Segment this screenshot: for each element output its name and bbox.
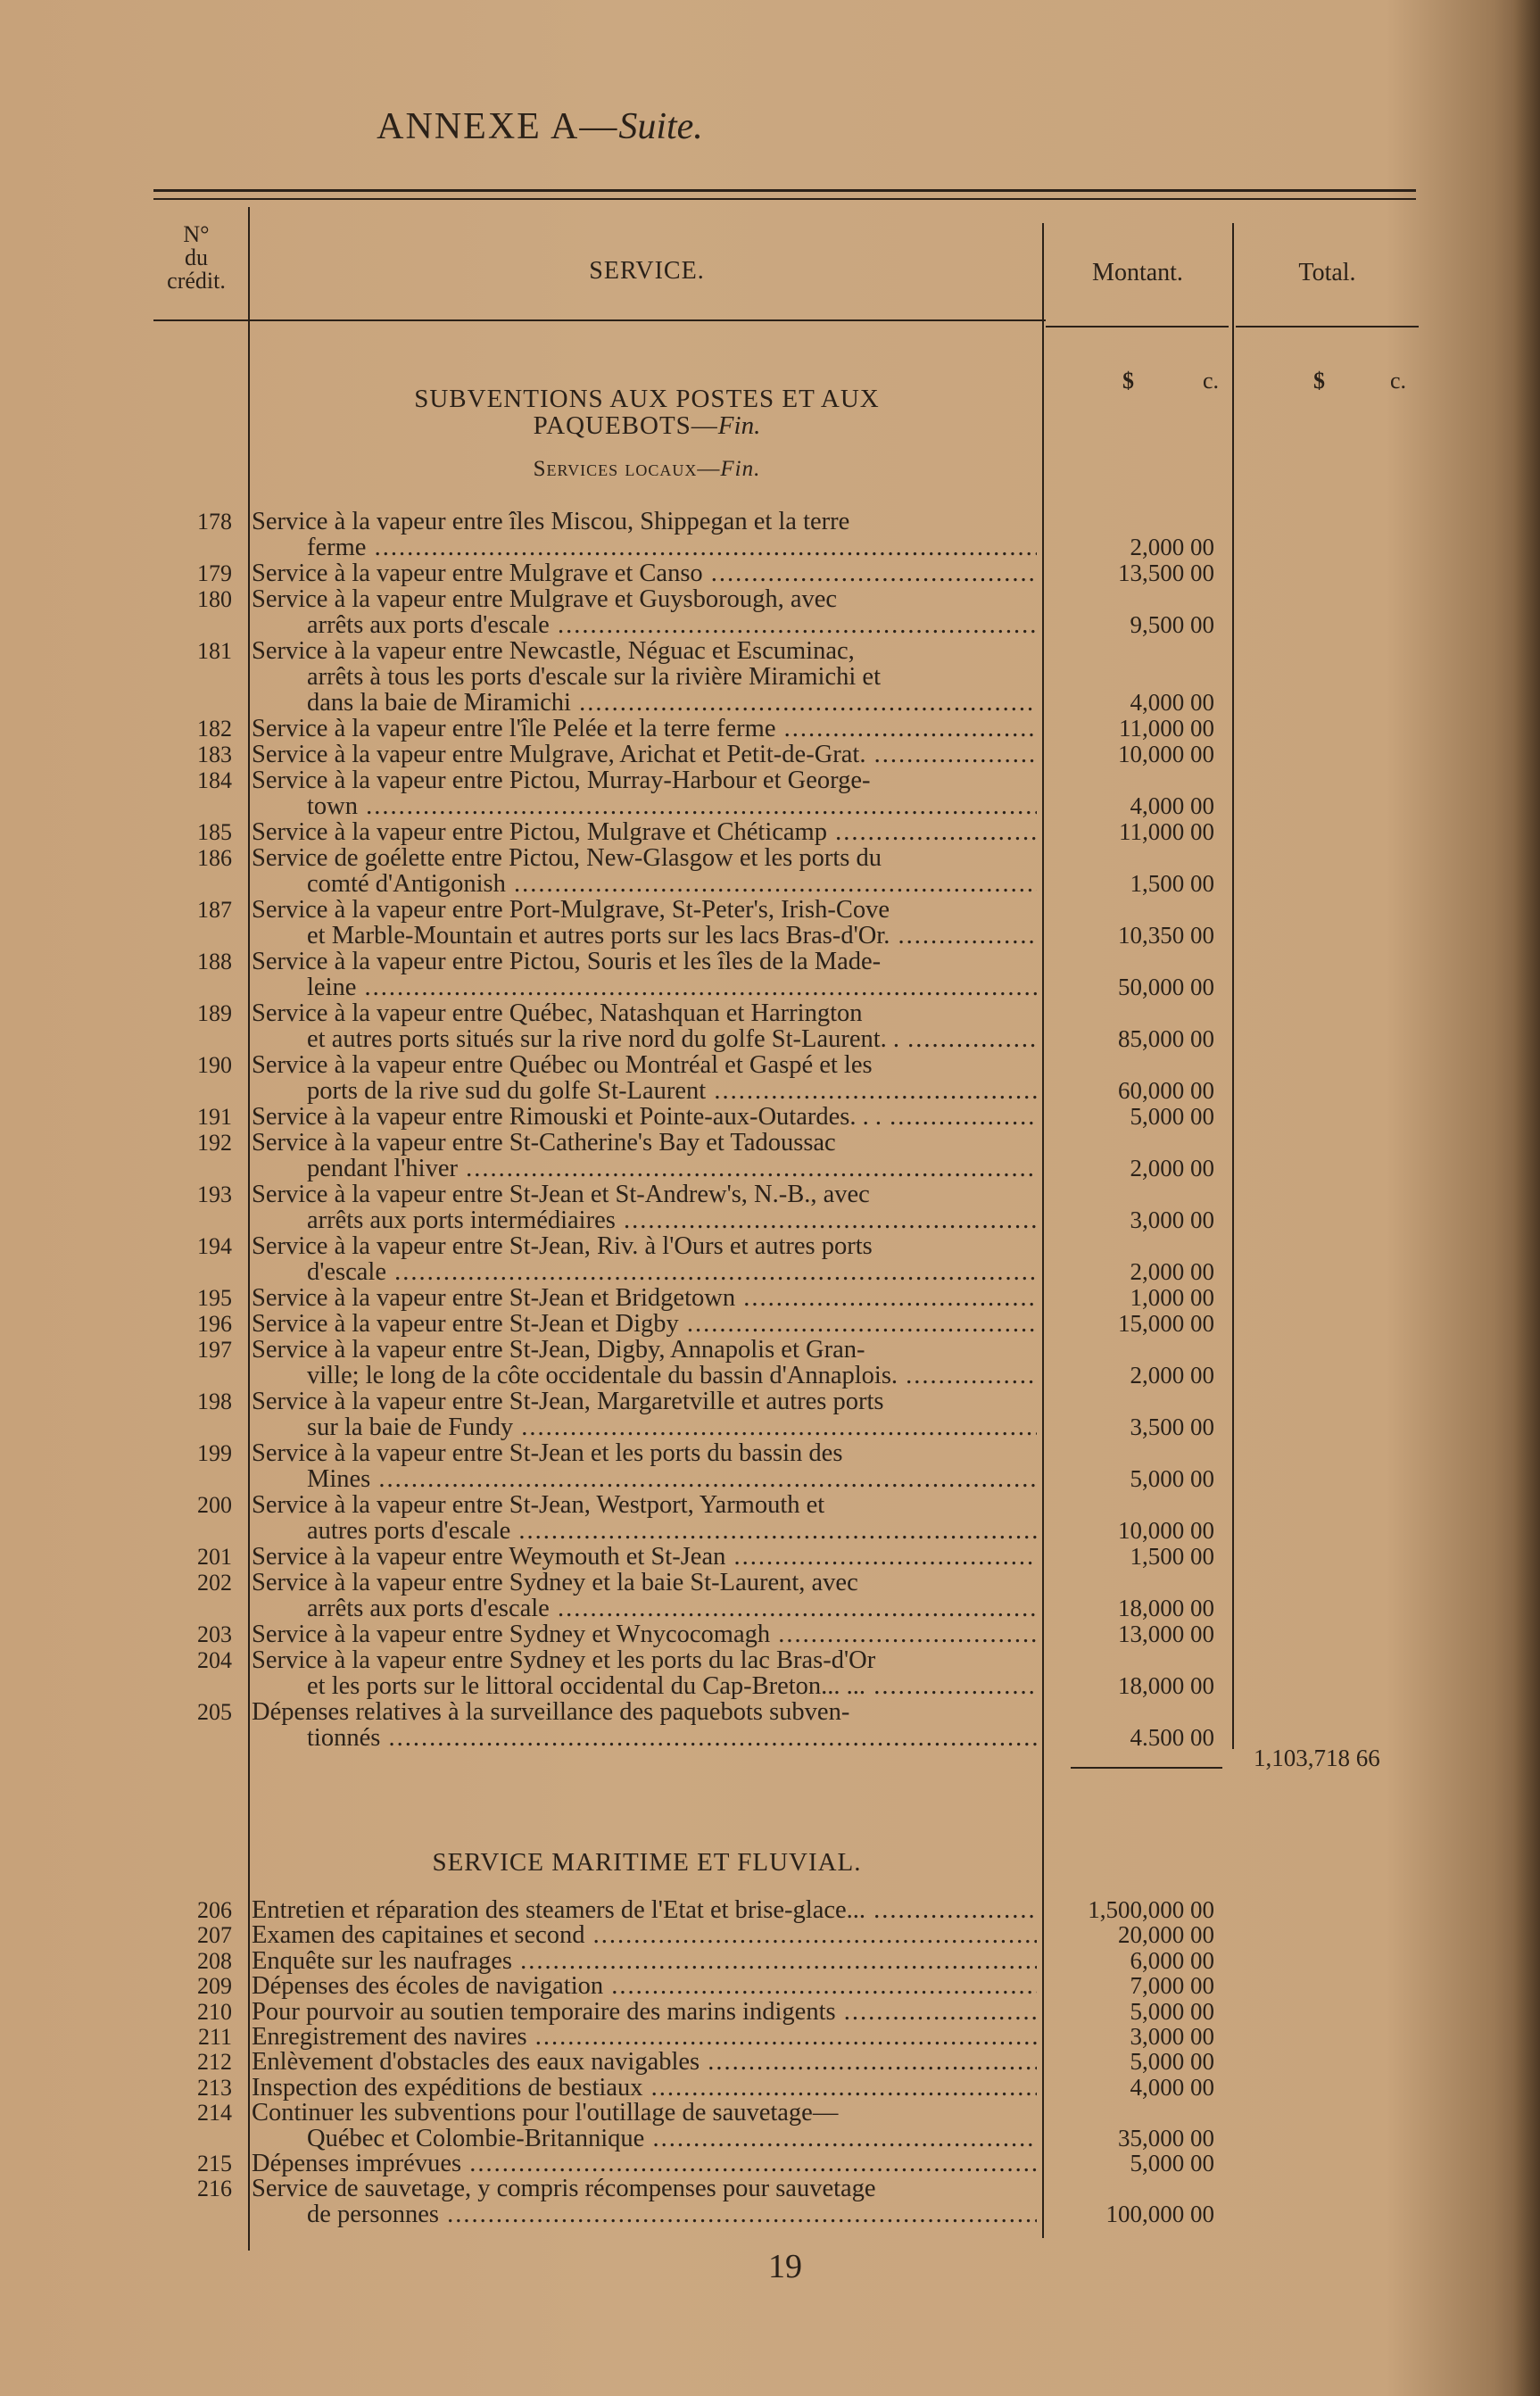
- heading-main: ANNEXE A—: [377, 106, 619, 147]
- description-line: Examen des capitaines et second .....: [252, 1922, 1037, 1948]
- description-line: arrêts aux ports d'escale .....: [252, 1596, 1037, 1621]
- description-line: Service à la vapeur entre Port-Mulgrave, St-Peter's, Irish-Cove: [252, 897, 890, 923]
- description-line: Service à la vapeur entre Mulgrave et Canso .....: [252, 560, 1037, 586]
- header-bottom-rule-montant: [1046, 326, 1229, 327]
- section1-title-line1: SUBVENTIONS AUX POSTES ET AUX: [414, 385, 880, 413]
- description-line: Enregistrement des navires .....: [252, 2024, 1037, 2050]
- amount-value: 4,000 00: [1130, 792, 1214, 819]
- page-heading: [0, 105, 1080, 148]
- description-line: Service à la vapeur entre St-Jean, Margaretville et autres ports: [252, 1389, 884, 1414]
- section1-title-italic: Fin.: [717, 411, 761, 440]
- amount-value: 5,000 00: [1130, 2048, 1214, 2076]
- amount-value: 100,000 00: [1105, 2200, 1214, 2227]
- credit-number: 188: [197, 949, 232, 974]
- description-line: Service à la vapeur entre Weymouth et St-Jean .....: [252, 1544, 1037, 1570]
- total-dollar-unit: $: [1313, 368, 1325, 394]
- column-header-montant: Montant.: [1092, 259, 1183, 286]
- description-line: Service à la vapeur entre Québec, Natashquan et Harrington: [252, 1000, 863, 1026]
- amount-value: 5,000 00: [1130, 1103, 1214, 1130]
- credit-number: 195: [197, 1285, 232, 1311]
- service-description: [252, 1000, 1037, 1052]
- description-line: Dépenses imprévues .....: [252, 2151, 1037, 2176]
- service-description: [252, 897, 1037, 949]
- column-divider-montant: [1232, 223, 1234, 1749]
- credit-number: 200: [197, 1492, 232, 1518]
- service-description: [252, 819, 1037, 845]
- amount-value: 2,000 00: [1130, 1362, 1214, 1389]
- service-description: [252, 1973, 1037, 1999]
- section-title-maritime: SERVICE MARITIME ET FLUVIAL.: [432, 1848, 862, 1877]
- service-description: [252, 1544, 1037, 1570]
- service-description: [252, 1922, 1037, 1948]
- section1-title-line2: PAQUEBOTS—: [533, 411, 718, 440]
- credit-number: 207: [197, 1922, 232, 1949]
- credit-number: 180: [197, 586, 232, 612]
- section-title-subventions: [250, 386, 1044, 439]
- description-line: leine .....: [252, 974, 1037, 1000]
- description-line: Québec et Colombie-Britannique .....: [252, 2126, 1037, 2151]
- description-line: Mines .....: [252, 1466, 1037, 1492]
- credit-number: 199: [197, 1440, 232, 1466]
- description-line: ports de la rive sud du golfe St-Laurent .....: [252, 1078, 1037, 1104]
- description-line: town .....: [252, 793, 1037, 819]
- page-number: 19: [768, 2248, 802, 2285]
- description-line: tionnés .....: [252, 1725, 1037, 1751]
- credit-number: 181: [197, 638, 232, 664]
- description-line: Enlèvement d'obstacles des eaux navigables .....: [252, 2049, 1037, 2075]
- credit-number: 201: [197, 1544, 232, 1570]
- credit-number: 212: [197, 2049, 232, 2076]
- header-bottom-rule: [153, 319, 1046, 321]
- description-line: Service à la vapeur entre Sydney et Wnycocomagh .....: [252, 1621, 1037, 1647]
- credit-number: 216: [197, 2176, 232, 2202]
- service-description: [252, 716, 1037, 742]
- amount-value: 4,000 00: [1130, 689, 1214, 716]
- credit-number: 209: [197, 1973, 232, 2000]
- montant-dollar-unit: $: [1122, 368, 1134, 394]
- credit-number: 187: [197, 897, 232, 923]
- description-line: Service à la vapeur entre îles Miscou, Shippegan et la terre: [252, 509, 850, 535]
- description-line: Service de sauvetage, y compris récompenses pour sauvetage: [252, 2176, 876, 2202]
- service-description: [252, 1647, 1037, 1699]
- credit-number: 182: [197, 716, 232, 742]
- credit-number: 208: [197, 1947, 232, 1974]
- amount-value: 18,000 00: [1118, 1672, 1214, 1699]
- credit-number: 190: [197, 1052, 232, 1078]
- service-description: [252, 560, 1037, 586]
- amount-value: 2,000 00: [1130, 1258, 1214, 1285]
- description-line: Service à la vapeur entre St-Jean et les ports du bassin des: [252, 1440, 843, 1466]
- credit-number: 192: [197, 1130, 232, 1156]
- credit-number: 215: [197, 2151, 232, 2176]
- description-line: comté d'Antigonish .....: [252, 871, 1037, 897]
- service-description: [252, 1621, 1037, 1647]
- credit-number: 214: [197, 2100, 232, 2127]
- montant-cents-unit: c.: [1203, 368, 1220, 394]
- amount-value: 9,500 00: [1130, 611, 1214, 638]
- column-header-credit: [143, 223, 250, 293]
- description-line: et Marble-Mountain et autres ports sur les lacs Bras-d'Or. .....: [252, 923, 1037, 949]
- service-description: [252, 1130, 1037, 1181]
- credit-head-line3: crédit.: [167, 268, 226, 294]
- description-line: d'escale .....: [252, 1259, 1037, 1285]
- description-line: Service à la vapeur entre St-Jean, Westport, Yarmouth et: [252, 1492, 825, 1518]
- column-header-service: SERVICE.: [589, 257, 705, 285]
- description-line: arrêts aux ports intermédiaires .....: [252, 1207, 1037, 1233]
- amount-value: 4.500 00: [1130, 1724, 1214, 1751]
- description-line: et autres ports situés sur la rive nord du golfe St-Laurent. . .....: [252, 1026, 1037, 1052]
- service-description: [252, 767, 1037, 819]
- credit-head-line2: du: [185, 245, 208, 270]
- description-line: Service à la vapeur entre Newcastle, Néguac et Escuminac,: [252, 638, 855, 664]
- top-double-rule-1: [153, 189, 1416, 192]
- credit-number: 185: [197, 819, 232, 845]
- service-description: [252, 949, 1037, 1000]
- credit-number: 179: [197, 560, 232, 586]
- service-description: [252, 638, 1037, 716]
- description-line: Service à la vapeur entre Sydney et la baie St-Laurent, avec: [252, 1570, 858, 1596]
- amount-value: 4,000 00: [1130, 2073, 1214, 2101]
- amount-value: 11,000 00: [1119, 715, 1214, 742]
- credit-number: 191: [197, 1104, 232, 1130]
- amount-value: 3,500 00: [1130, 1414, 1214, 1440]
- amount-value: 20,000 00: [1118, 1921, 1214, 1949]
- description-line: ville; le long de la côte occidentale du bassin d'Annaplois. .....: [252, 1363, 1037, 1389]
- description-line: arrêts à tous les ports d'escale sur la rivière Miramichi et: [307, 664, 881, 690]
- credit-number: 204: [197, 1647, 232, 1673]
- amount-value: 3,000 00: [1130, 2023, 1214, 2050]
- description-line: autres ports d'escale .....: [252, 1518, 1037, 1544]
- subsection-text: Services locaux—: [533, 457, 721, 481]
- service-description: [252, 2049, 1037, 2075]
- amount-value: 1,000 00: [1130, 1284, 1214, 1311]
- service-description: [252, 509, 1037, 560]
- description-line: Service à la vapeur entre St-Jean, Riv. à l'Ours et autres ports: [252, 1233, 873, 1259]
- subsection-services-locaux: [250, 457, 1044, 482]
- description-line: Service à la vapeur entre St-Catherine's Bay et Tadoussac: [252, 1130, 836, 1156]
- description-line: dans la baie de Miramichi .....: [252, 690, 1037, 716]
- amount-value: 5,000 00: [1130, 1465, 1214, 1492]
- credit-number: 202: [197, 1570, 232, 1596]
- column-divider-credit: [248, 207, 250, 2251]
- description-line: sur la baie de Fundy .....: [252, 1414, 1037, 1440]
- heading-italic: Suite.: [618, 106, 703, 147]
- description-line: Service à la vapeur entre St-Jean, Digby, Annapolis et Gran-: [252, 1337, 865, 1363]
- credit-number: 189: [197, 1000, 232, 1026]
- service-description: [252, 1897, 1037, 1923]
- credit-number: 193: [197, 1181, 232, 1207]
- description-line: Service à la vapeur entre Pictou, Mulgrave et Chéticamp .....: [252, 819, 1037, 845]
- description-line: pendant l'hiver .....: [252, 1156, 1037, 1181]
- service-description: [252, 1440, 1037, 1492]
- description-line: Service à la vapeur entre St-Jean et Bridgetown .....: [252, 1285, 1037, 1311]
- top-double-rule-2: [153, 198, 1416, 200]
- credit-head-line1: N°: [183, 221, 210, 247]
- description-line: Pour pourvoir au soutien temporaire des marins indigents .....: [252, 1999, 1037, 2025]
- service-description: [252, 1948, 1037, 1974]
- amount-value: 35,000 00: [1118, 2124, 1214, 2151]
- service-description: [252, 1570, 1037, 1621]
- description-line: arrêts aux ports d'escale .....: [252, 612, 1037, 638]
- service-description: [252, 2024, 1037, 2050]
- service-description: [252, 1337, 1037, 1389]
- description-line: Enquête sur les naufrages .....: [252, 1948, 1037, 1974]
- description-line: et les ports sur le littoral occidental du Cap-Breton... ... .....: [252, 1673, 1037, 1699]
- description-line: Dépenses des écoles de navigation .....: [252, 1973, 1037, 1999]
- section1-total: 1,103,718 66: [1254, 1745, 1380, 1771]
- service-description: [252, 1389, 1037, 1440]
- description-line: Service à la vapeur entre l'île Pelée et la terre ferme .....: [252, 716, 1037, 742]
- amount-value: 3,000 00: [1130, 1206, 1214, 1233]
- amount-value: 15,000 00: [1118, 1310, 1214, 1337]
- description-line: Entretien et réparation des steamers de l'Etat et brise-glace... .....: [252, 1897, 1037, 1923]
- service-description: [252, 742, 1037, 767]
- description-line: Service à la vapeur entre St-Jean et Digby .....: [252, 1311, 1037, 1337]
- credit-number: 213: [197, 2074, 232, 2101]
- description-line: Service à la vapeur entre Mulgrave et Guysborough, avec: [252, 586, 838, 612]
- description-line: Service à la vapeur entre Québec ou Montréal et Gaspé et les: [252, 1052, 873, 1078]
- amount-value: 60,000 00: [1118, 1077, 1214, 1104]
- total-cents-unit: c.: [1390, 368, 1407, 394]
- description-line: Service de goélette entre Pictou, New-Glasgow et les ports du: [252, 845, 882, 871]
- amount-value: 5,000 00: [1130, 2150, 1214, 2176]
- amount-value: 11,000 00: [1119, 818, 1214, 845]
- amount-value: 13,000 00: [1118, 1621, 1214, 1647]
- service-description: [252, 1311, 1037, 1337]
- header-bottom-rule-total: [1236, 326, 1419, 327]
- credit-number: 198: [197, 1389, 232, 1414]
- description-line: Inspection des expéditions de bestiaux .....: [252, 2075, 1037, 2101]
- amount-value: 18,000 00: [1118, 1595, 1214, 1621]
- description-line: de personnes .....: [252, 2201, 1037, 2227]
- subtotal-rule: [1071, 1767, 1222, 1769]
- service-description: [252, 1233, 1037, 1285]
- service-description: [252, 1999, 1037, 2025]
- description-line: Service à la vapeur entre St-Jean et St-Andrew's, N.-B., avec: [252, 1181, 870, 1207]
- column-header-total: Total.: [1298, 259, 1356, 286]
- service-description: [252, 2075, 1037, 2101]
- book-spine-edge: [1513, 0, 1540, 2396]
- description-line: ferme .....: [252, 535, 1037, 560]
- amount-value: 10,000 00: [1118, 741, 1214, 767]
- amount-value: 50,000 00: [1118, 974, 1214, 1000]
- credit-number: 203: [197, 1621, 232, 1647]
- amount-value: 6,000 00: [1130, 1946, 1214, 1974]
- amount-value: 85,000 00: [1118, 1025, 1214, 1052]
- amount-value: 5,000 00: [1130, 1997, 1214, 2025]
- service-description: [252, 1181, 1037, 1233]
- service-description: [252, 1699, 1037, 1751]
- credit-number: 197: [197, 1337, 232, 1363]
- description-line: Service à la vapeur entre Mulgrave, Arichat et Petit-de-Grat. .....: [252, 742, 1037, 767]
- service-description: [252, 845, 1037, 897]
- description-line: Service à la vapeur entre Pictou, Murray-Harbour et George-: [252, 767, 871, 793]
- description-line: Service à la vapeur entre Pictou, Souris et les îles de la Made-: [252, 949, 882, 974]
- credit-number: 186: [197, 845, 232, 871]
- service-description: [252, 1492, 1037, 1544]
- description-line: Service à la vapeur entre Rimouski et Pointe-aux-Outardes. . . .....: [252, 1104, 1037, 1130]
- amount-value: 2,000 00: [1130, 1155, 1214, 1181]
- service-description: [252, 2176, 1037, 2227]
- service-description: [252, 1285, 1037, 1311]
- amount-value: 2,000 00: [1130, 534, 1214, 560]
- description-line: Continuer les subventions pour l'outillage de sauvetage—: [252, 2100, 839, 2127]
- credit-number: 205: [197, 1699, 232, 1725]
- credit-number: 196: [197, 1311, 232, 1337]
- amount-value: 10,350 00: [1118, 922, 1214, 949]
- amount-value: 10,000 00: [1118, 1517, 1214, 1544]
- credit-number: 206: [197, 1897, 232, 1923]
- subsection-italic: Fin.: [720, 457, 761, 481]
- service-description: [252, 2100, 1037, 2151]
- service-description: [252, 2151, 1037, 2176]
- credit-number: 183: [197, 742, 232, 767]
- description-line: Dépenses relatives à la surveillance des paquebots subven-: [252, 1699, 850, 1725]
- amount-value: 7,000 00: [1130, 1972, 1214, 2000]
- column-divider-service: [1042, 223, 1044, 2238]
- credit-number: 194: [197, 1233, 232, 1259]
- amount-value: 1,500 00: [1130, 1543, 1214, 1570]
- amount-value: 13,500 00: [1118, 560, 1214, 586]
- credit-number: 210: [197, 1998, 232, 2025]
- service-description: [252, 1104, 1037, 1130]
- amount-value: 1,500 00: [1130, 870, 1214, 897]
- credit-number: 211: [197, 2024, 232, 2050]
- description-line: Service à la vapeur entre Sydney et les ports du lac Bras-d'Or: [252, 1647, 876, 1673]
- amount-value: 1,500,000 00: [1088, 1896, 1214, 1923]
- service-description: [252, 586, 1037, 638]
- service-description: [252, 1052, 1037, 1104]
- credit-number: 184: [197, 767, 232, 793]
- credit-number: 178: [197, 509, 232, 535]
